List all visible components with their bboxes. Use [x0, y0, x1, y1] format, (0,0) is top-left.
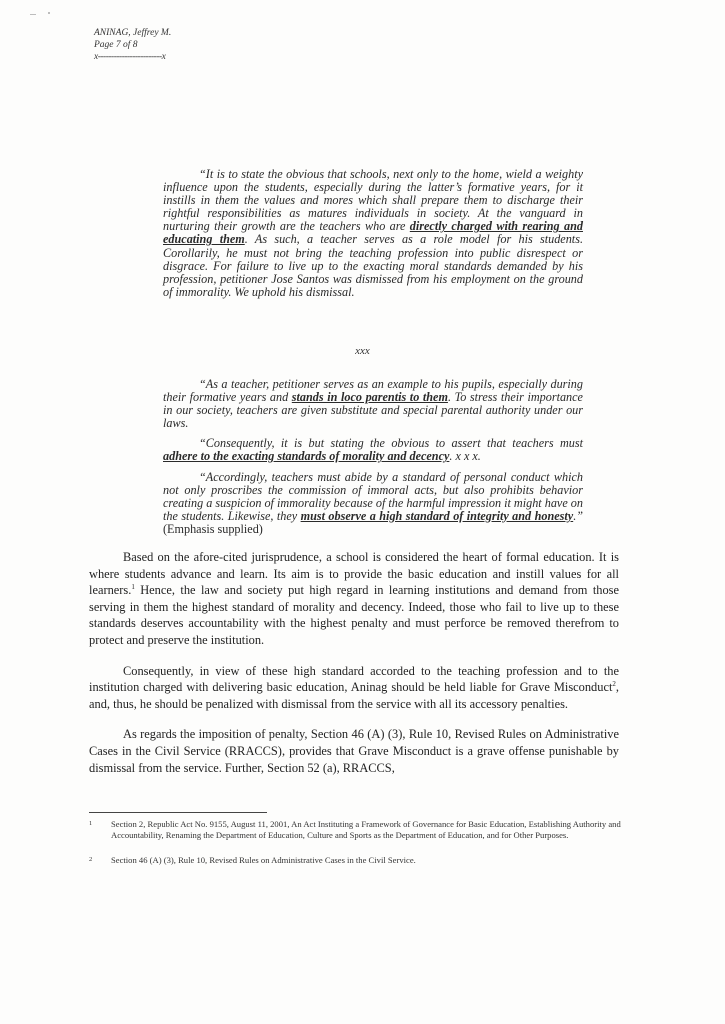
footnote-1	[89, 819, 623, 840]
footnote-text: Section 2, Republic Act No. 9155, August 11, 2001, An Act Instituting a Framework of Governance for Basic Education, Establishing Authority and Accountability, Renaming the Department of Education, Culture and Sports as the Department of Education, and for Other Purposes.	[111, 819, 621, 840]
quote-paragraph: “As a teacher, petitioner serves as an example to his pupils, especially during their formative years and stands in loco parentis to them. To stress their importance in our society, teachers are given substitute and special parental authority under our laws.	[163, 377, 583, 431]
footnote-divider	[89, 812, 267, 813]
scan-speck	[48, 12, 50, 14]
quote-paragraph: “Accordingly, teachers must abide by a standard of personal conduct which not only proscribes the commission of immoral acts, but also prohibits behavior creating a suspicion of immorality because of the harmful impression it might have on the students. Likewise, they must observe a high standard of integrity and honesty.” (Emphasis supplied)	[163, 469, 584, 536]
page-header	[94, 27, 171, 63]
emphasis-underline: must observe a high standard of integrity and honesty	[300, 508, 574, 523]
footnote-number: 1	[89, 820, 93, 827]
scan-speck	[30, 14, 36, 15]
footnote-number: 2	[89, 856, 93, 863]
emphasis-underline: adhere to the exacting standards of morality and decency	[163, 449, 450, 464]
body-paragraph: As regards the imposition of penalty, Section 46 (A) (3), Rule 10, Revised Rules on Administrative Cases in the Civil Service (RRACCS), provides that Grave Misconduct is a grave offense punishable by dismissal from the service. Further, Section 52 (a), RRACCS,	[89, 727, 619, 775]
footnote-text: Section 46 (A) (3), Rule 10, Revised Rules on Administrative Cases in the Civil Service.	[111, 855, 416, 865]
block-quote-1	[163, 168, 583, 299]
body-paragraph: Based on the afore-cited jurisprudence, a school is considered the heart of formal education. It is where students advance and learn. Its aim is to provide the basic education and instill values for all learners.$^1$ Hence, the law and society put high regard in learning institutions and demand from those serving in them the highest standard of morality and decency. Indeed, those who fail to live up to these standards deserves accountability with the highest penalty and must perforce be removed therefrom to protect and preserve the institution.	[89, 550, 619, 647]
emphasis-underline: stands in loco parentis to them	[291, 390, 448, 405]
header-page-number: Page 7 of 8	[94, 40, 138, 50]
header-separator: x------------------------x	[94, 52, 166, 62]
footnote-2	[89, 855, 623, 866]
footnote-ref: 1	[131, 583, 135, 592]
footnote-ref: 2	[612, 680, 616, 689]
quote-paragraph: “It is to state the obvious that schools, next only to the home, wield a weighty influence upon the students, especially during the latter’s formative years, for it instills in them the values and mores which shall prepare them to discharge their rightful responsibilities as matures individuals in society. At the vanguard in nurturing their growth are the teachers who are directly charged with rearing and educating them. As such, a teacher serves as a role model for his students. Corollarily, he must not bring the teaching profession into public disrespect or disgrace. For failure to live up to the exacting moral standards demanded by his profession, petitioner Jose Santos was dismissed from his employment on the ground of immorality. We uphold his dismissal.	[163, 167, 583, 299]
quote-paragraph: “Consequently, it is but stating the obvious to assert that teachers must adhere to the exacting standards of morality and decency. x x x.	[163, 436, 583, 464]
body-text	[89, 549, 619, 776]
body-paragraph: Consequently, in view of these high standard accorded to the teaching profession and to the institution charged with delivering basic education, Aninag should be held liable for Grave Misconduct$^2$, and, thus, he should be penalized with dismissal from the service with all its accessory penalties.	[89, 663, 619, 711]
emphasis-underline: directly charged with rearing and educating them	[163, 219, 583, 247]
emphasis-note: (Emphasis supplied)	[163, 521, 263, 536]
section-break-xxx: xxx	[355, 345, 370, 357]
block-quote-2	[163, 378, 583, 536]
header-case-name: ANINAG, Jeffrey M.	[94, 28, 172, 38]
